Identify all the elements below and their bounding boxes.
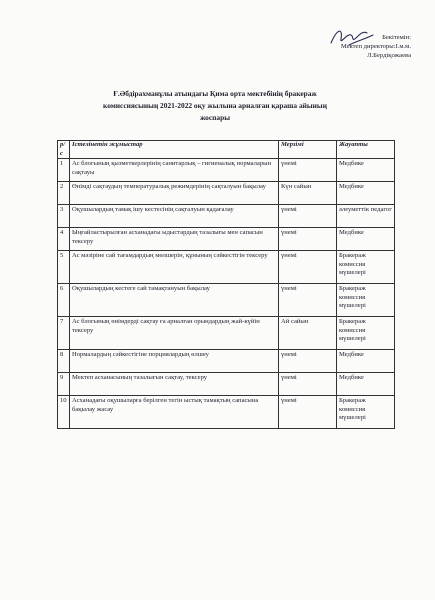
- row-work: Ас блогының қызметкерлерінің санитарлық – гигиеналық нормаларын сақтауы: [70, 159, 279, 182]
- row-resp: әлеуметтік педагог: [337, 205, 395, 228]
- row-num: 2: [58, 182, 70, 205]
- table-row: [58, 159, 395, 182]
- row-resp: Медбике: [337, 350, 395, 373]
- row-num: 3: [58, 205, 70, 228]
- row-resp: Бракераж комиссия мүшелері: [337, 317, 395, 350]
- table-row: [58, 317, 395, 350]
- table-row: [58, 205, 395, 228]
- row-num: 8: [58, 350, 70, 373]
- row-num: 1: [58, 159, 70, 182]
- header-work: Істелінетін жұмыстар: [70, 141, 279, 159]
- row-resp: Медбике: [337, 159, 395, 182]
- row-num: 5: [58, 251, 70, 284]
- signature-icon: [327, 23, 375, 51]
- row-term: үнемі: [279, 373, 337, 396]
- plan-table: [57, 140, 395, 429]
- row-resp: Бракераж комиссия мүшелері: [337, 396, 395, 429]
- row-term: үнемі: [279, 251, 337, 284]
- row-num: 4: [58, 228, 70, 251]
- table-row: [58, 251, 395, 284]
- row-term: Ай сайын: [279, 317, 337, 350]
- row-term: Күн сайын: [279, 182, 337, 205]
- title-line-2: комиссиясының 2021-2022 оқу жылына арналған қараша айының: [103, 101, 327, 110]
- title-line-1: Ғ.Әбдірахманұлы атындағы Қима орта мектебінің бракераж: [113, 89, 317, 98]
- table-row: [58, 396, 395, 429]
- row-work: Ас блогының өнімдерді сақтау ға арналған орындардың жай-күйін тексеру: [70, 317, 279, 350]
- table-row: [58, 228, 395, 251]
- approval-position: Мектеп директоры:І.м.м.: [340, 43, 411, 50]
- row-term: үнемі: [279, 350, 337, 373]
- row-work: Өнімді сақтаудың температуралық режимдерінің сақталуын бақылау: [70, 182, 279, 205]
- table-row: [58, 373, 395, 396]
- row-resp: Медбике: [337, 182, 395, 205]
- approval-name: Л.Бердіқожаева: [367, 52, 411, 59]
- row-work: Нормалардың сәйкестігіне порциялардың өлшеу: [70, 350, 279, 373]
- row-work: Ас мәзіріне сай тағамдардың мөлшерін, құнының сәйкестігін тексеру: [70, 251, 279, 284]
- document-title: [60, 88, 370, 124]
- approval-label: Бекітемін:: [382, 34, 411, 41]
- table-row: [58, 284, 395, 317]
- row-work: Мектеп асханасының тазалығын сақтау, тексеру: [70, 373, 279, 396]
- table-row: [58, 350, 395, 373]
- row-num: 9: [58, 373, 70, 396]
- header-resp: Жауапты: [337, 141, 395, 159]
- row-resp: Медбике: [337, 373, 395, 396]
- row-num: 6: [58, 284, 70, 317]
- row-resp: Бракераж комиссия мүшелері: [337, 284, 395, 317]
- row-term: үнемі: [279, 396, 337, 429]
- row-term: үнемі: [279, 205, 337, 228]
- row-term: үнемі: [279, 284, 337, 317]
- table-row: [58, 182, 395, 205]
- title-line-3: жоспары: [200, 113, 230, 122]
- row-work: Оқушылардың тамақ ішу кестесінің сақталуын қадағалау: [70, 205, 279, 228]
- row-num: 7: [58, 317, 70, 350]
- row-term: үнемі: [279, 228, 337, 251]
- table-header-row: [58, 141, 395, 159]
- header-num: р/с: [58, 141, 70, 159]
- row-work: Асханадағы оқушыларға берілген тегін ыстық тамақтың сапасына бақылау жасау: [70, 396, 279, 429]
- row-work: Ыңғайластырылған асханадағы ыдыстардың тазалығы мен сапасын тексеру: [70, 228, 279, 251]
- row-term: үнемі: [279, 159, 337, 182]
- header-term: Мерзімі: [279, 141, 337, 159]
- row-num: 10: [58, 396, 70, 429]
- row-resp: Медбике: [337, 228, 395, 251]
- row-resp: Бракераж комиссия мүшелері: [337, 251, 395, 284]
- row-work: Оқушылардың кестеге сай тамақтануын бақылау: [70, 284, 279, 317]
